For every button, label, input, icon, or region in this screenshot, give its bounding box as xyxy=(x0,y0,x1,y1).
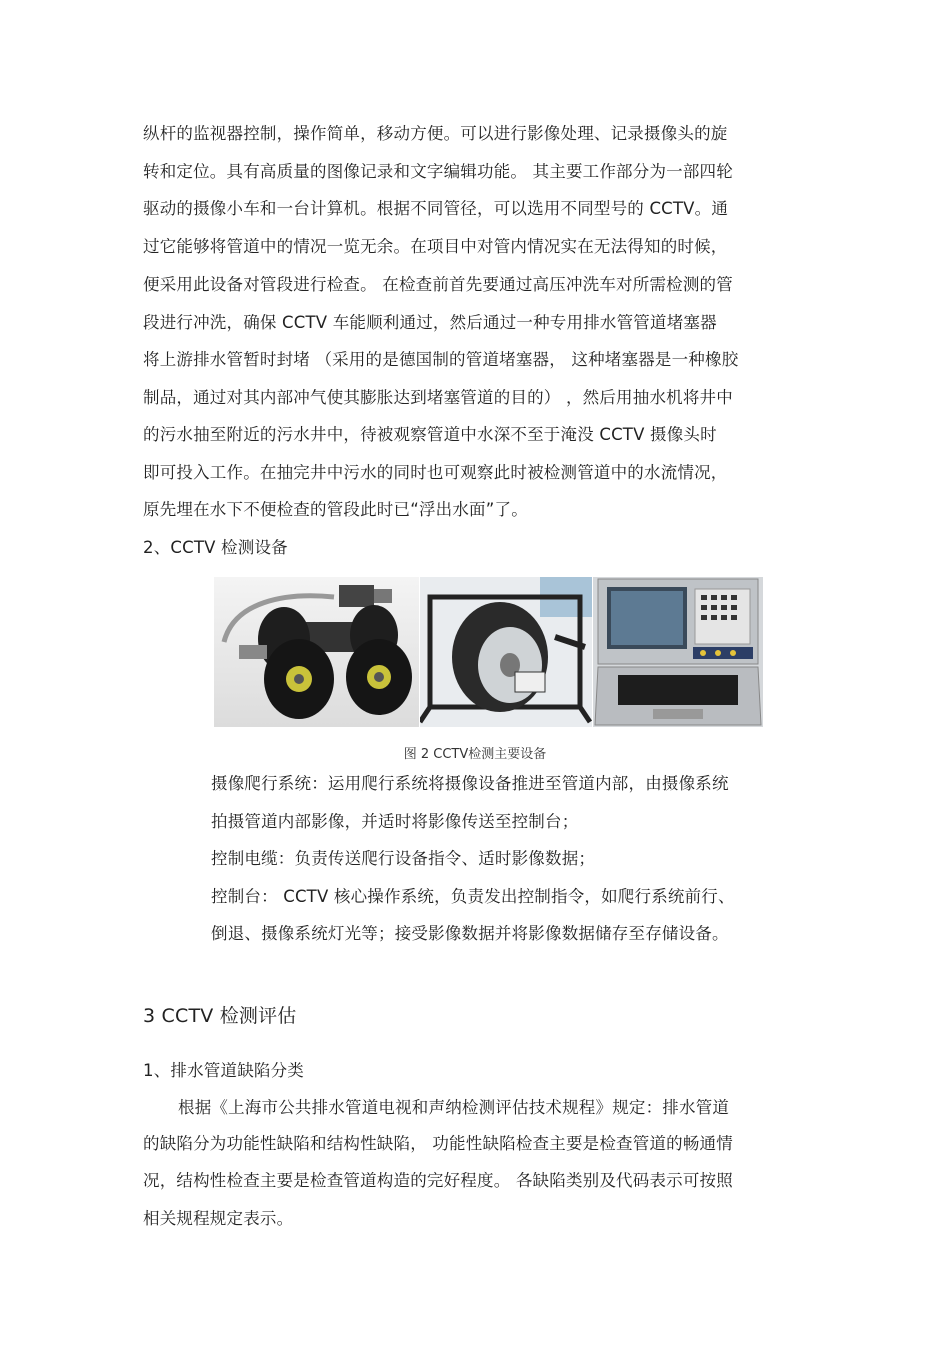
paragraph-line: 纵杆的监视器控制，操作简单，移动方便。可以进行影像处理、记录摄像头的旋 xyxy=(143,124,728,143)
equipment-line: 倒退、摄像系统灯光等；接受影像数据并将影像数据储存至存储设备。 xyxy=(211,924,729,943)
paragraph-line: 驱动的摄像小车和一台计算机。根据不同管径，可以选用不同型号的 CCTV。通 xyxy=(143,199,729,218)
equipment-line: 控制台： CCTV 核心操作系统，负责发出控制指令，如爬行系统前行、 xyxy=(211,887,735,906)
equipment-line: 摄像爬行系统：运用爬行系统将摄像设备推进至管道内部，由摄像系统 xyxy=(211,774,729,793)
paragraph-line: 段进行冲洗，确保 CCTV 车能顺利通过，然后通过一种专用排水管管道堵塞器 xyxy=(143,313,717,332)
paragraph-line: 制品，通过对其内部冲气使其膨胀达到堵塞管道的目的） ，然后用抽水机将井中 xyxy=(143,388,733,407)
paragraph-line: 况，结构性检查主要是检查管道构造的完好程度。 各缺陷类别及代码表示可按照 xyxy=(143,1171,733,1190)
paragraph-line: 的污水抽至附近的污水井中，待被观察管道中水深不至于淹没 CCTV 摄像头时 xyxy=(143,425,717,444)
paragraph-line: 即可投入工作。在抽完井中污水的同时也可观察此时被检测管道中的水流情况， xyxy=(143,463,728,482)
paragraph-line: 过它能够将管道中的情况一览无余。在项目中对管内情况实在无法得知的时候， xyxy=(143,237,728,256)
paragraph-line: 根据《上海市公共排水管道电视和声纳检测评估技术规程》规定：排水管道 xyxy=(178,1098,730,1117)
equipment-line: 控制电缆：负责传送爬行设备指令、适时影像数据； xyxy=(211,849,596,868)
section-heading: 2、CCTV 检测设备 xyxy=(143,538,288,557)
cable-reel-image xyxy=(420,577,592,727)
paragraph-line: 转和定位。具有高质量的图像记录和文字编辑功能。 其主要工作部分为一部四轮 xyxy=(143,162,733,181)
crawler-robot-image xyxy=(214,577,419,727)
paragraph-line: 便采用此设备对管段进行检查。 在检查前首先要通过高压冲洗车对所需检测的管 xyxy=(143,275,733,294)
paragraph-line: 相关规程规定表示。 xyxy=(143,1209,294,1228)
paragraph-line: 原先埋在水下不便检查的管段此时已“浮出水面”了。 xyxy=(143,500,528,519)
equipment-line: 拍摄管道内部影像，并适时将影像传送至控制台； xyxy=(211,812,579,831)
subsection-heading: 1、排水管道缺陷分类 xyxy=(143,1061,304,1080)
paragraph-line: 的缺陷分为功能性缺陷和结构性缺陷， 功能性缺陷检查主要是检查管道的畅通情 xyxy=(143,1134,733,1153)
paragraph-line: 将上游排水管暂时封堵 （采用的是德国制的管道堵塞器， 这种堵塞器是一种橡胶 xyxy=(143,350,739,369)
figure-caption: 图 2 CCTV检测主要设备 xyxy=(403,747,547,762)
section-heading: 3 CCTV 检测评估 xyxy=(143,1005,297,1027)
equipment-figure xyxy=(214,577,763,727)
control-console-image xyxy=(593,577,763,727)
